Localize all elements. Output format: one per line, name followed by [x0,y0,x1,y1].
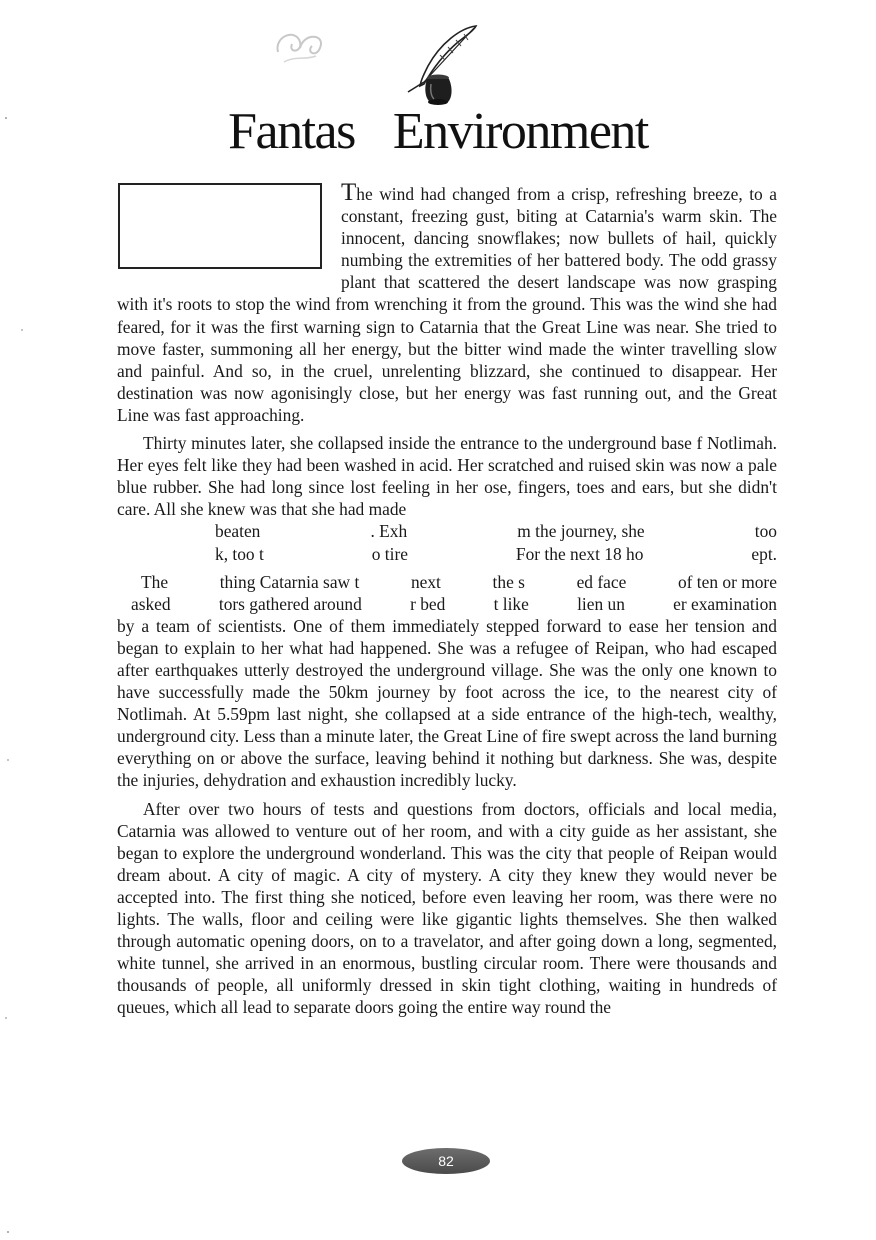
fragment: m the journey, she [517,521,645,542]
page-number: 82 [438,1153,454,1169]
fragment: the s [492,571,525,592]
fragment: tors gathered around [218,593,362,614]
paragraph-4: After over two hours of tests and questions from doctors, officials and local media, Catarnia was allowed to venture out of her room, and with a city guide as her assistant, she began to explore the underground wonderland. This was the city that people of Reipan would dream about. A city of magic. A city of mystery. A city they knew they would never be accepted into. The first thing she noticed, before even leaving her room, was there were no lights. The walls, floor and ceiling were like gigantic lights themselves. She then walked through automatic opening doors, on to a travelator, and after going down a long, segmented, white tunnel, she arrived in an enormous, bustling circular room. There were thousands and thousands of people, all uniformly dressed in skin tight clothing, waiting in hundreds of queues, which all lead to separate doors going the entire way round the [117,798,777,1018]
paragraph-3: by a team of scientists. One of them immediately stepped forward to ease her tension and began to explain to her what had happened. She was a refugee of Reipan, who had escaped after earthquakes utterly destroyed the underground village. She was the only one known to have successfully made the 50km journey by foot across the ice, to the nearest city of Notlimah. At 5.59pm last night, she collapsed at a side entrance of the high-tech, wealthy, underground city. Less than a minute later, the Great Line of fire swept across the land burning everything on or above the surface, leaving behind it nothing but darkness. She was, despite the injuries, dehydration and exhaustion incredibly lucky. [117,615,777,791]
fragment: of ten or more [677,571,777,592]
fragment: lien un [577,593,625,614]
fragment: . Exh [370,521,408,542]
fragment: next [410,571,441,592]
fragment: o tire [371,543,408,564]
title-word-left: Fantas [228,103,355,160]
fragment: r bed [410,593,446,614]
paragraph-1-text: he wind had changed from a crisp, refreshing breeze, to a constant, freezing gust, biting at Catarnia's warm skin. The innocent, dancing snowflakes; now bullets of hail, quickly numbing the extremities of her battered body. The odd grassy plant that scattered the desert landscape was now grasping with it's roots to stop the wind from wrenching it from the ground. This was the wind she had feared, for it was the first warning sign to Catarnia that the Great Line was near. She tried to move faster, summoning all her energy, but the bitter wind made the winter travelling slow and painful. And so, in the cruel, unrelenting blizzard, she continued to disappear. Her destination was now agonisingly close, but her energy was fast running out, and the Great Line was fast approaching. [117,184,777,425]
fragment: thing Catarnia saw t [219,571,360,592]
fragment: beaten [215,521,261,542]
fragment: er examination [673,593,777,614]
fragment: ed face [576,571,627,592]
fragment: asked [131,593,171,614]
fragment: too [754,521,777,542]
fragment: ept. [751,543,777,564]
drop-initial: T [341,179,357,206]
paragraph-2: Thirty minutes later, she collapsed inside the entrance to the underground base f Notlimah. Her eyes felt like they had been washed in acid. Her scratched and ruised skin was now a pale blue rubber. She had long since lost feeling in her ose, fingers, toes and ears, but she didn't care. All she knew was that she had made [117,433,777,520]
title-word-right: Environment [392,103,648,160]
fragment: k, too t [215,543,264,564]
fragment: For the next 18 ho [515,543,644,564]
fragment: t like [493,593,529,614]
fragment: The [141,571,169,592]
